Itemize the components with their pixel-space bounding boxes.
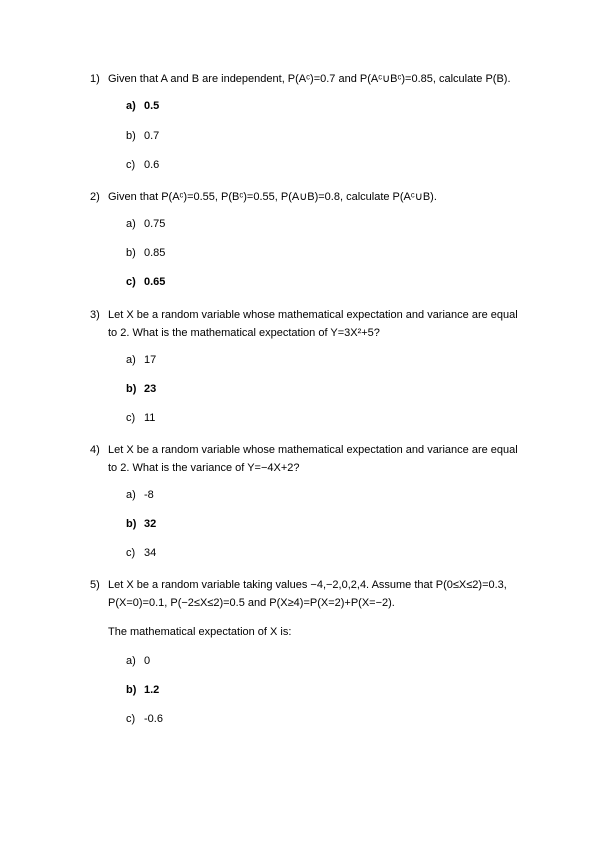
question-number: 5)	[90, 579, 100, 591]
option-5b: b) 1.2	[126, 684, 160, 696]
option-2c: c) 0.65	[126, 276, 166, 288]
option-2b: b) 0.85	[126, 247, 166, 259]
question-1	[90, 70, 530, 88]
option-5a: a) 0	[126, 655, 151, 667]
question-text-line1: Let X be a random variable whose mathematical expectation and variance are equal	[108, 444, 518, 456]
option-1b: b) 0.7	[126, 130, 160, 142]
question-2	[90, 188, 530, 206]
question-5	[90, 576, 530, 612]
option-2a: a) 0.75	[126, 218, 166, 230]
question-text-line2: to 2. What is the variance of Y=−4X+2?	[108, 462, 300, 474]
option-3c: c) 11	[126, 412, 156, 424]
question-number: 1)	[90, 73, 100, 85]
question-4	[90, 441, 530, 477]
option-3a: a) 17	[126, 354, 157, 366]
question-text-line2: to 2. What is the mathematical expectation of Y=3X²+5?	[108, 327, 380, 339]
question-text: Given that P(Aᶜ)=0.55, P(Bᶜ)=0.55, P(A∪B)=0.8, calculate P(Aᶜ∪B).	[108, 191, 437, 203]
question-text-line2: P(X=0)=0.1, P(−2≤X≤2)=0.5 and P(X≥4)=P(X=2)+P(X=−2).	[108, 597, 395, 609]
question-number: 2)	[90, 191, 100, 203]
option-3b: b) 23	[126, 383, 157, 395]
option-4a: a) -8	[126, 489, 154, 501]
question-number: 4)	[90, 444, 100, 456]
question-5-subtext: The mathematical expectation of X is:	[108, 626, 292, 638]
option-4c: c) 34	[126, 547, 157, 559]
question-text-line1: Let X be a random variable taking values −4,−2,0,2,4. Assume that P(0≤X≤2)=0.3,	[108, 579, 507, 591]
option-1c: c) 0.6	[126, 159, 160, 171]
option-5c: c) -0.6	[126, 713, 163, 725]
question-number: 3)	[90, 309, 100, 321]
option-1a: a) 0.5	[126, 100, 160, 112]
question-text: Given that A and B are independent, P(Aᶜ)=0.7 and P(Aᶜ∪Bᶜ)=0.85, calculate P(B).	[108, 73, 511, 85]
question-text-line1: Let X be a random variable whose mathematical expectation and variance are equal	[108, 309, 518, 321]
option-4b: b) 32	[126, 518, 157, 530]
question-3	[90, 306, 530, 342]
